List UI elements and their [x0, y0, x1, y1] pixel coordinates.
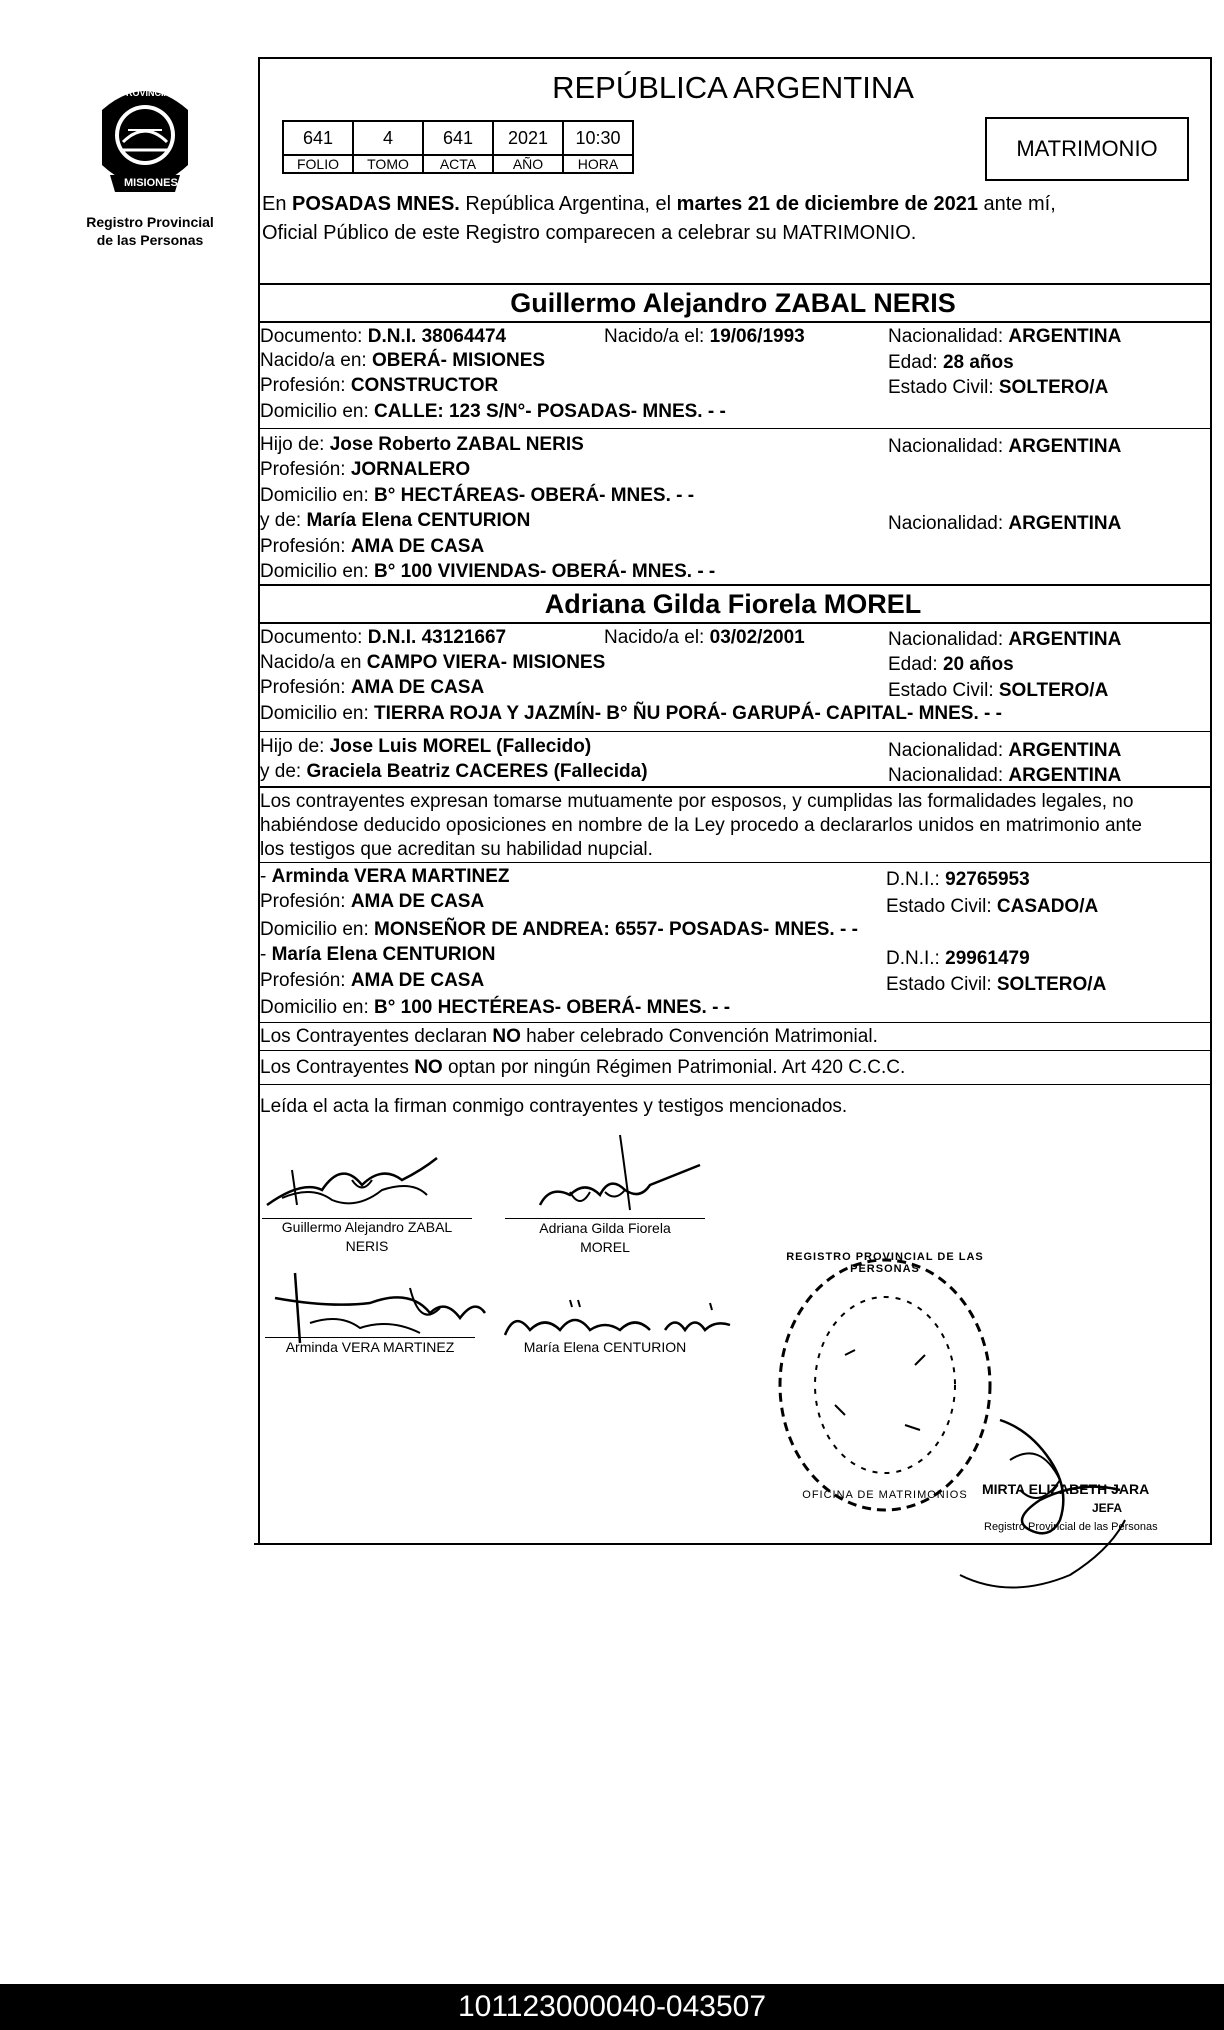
witness1-signature-icon	[270, 1268, 490, 1348]
tomo-label: TOMO	[353, 155, 423, 173]
bride-father: Hijo de: Jose Luis MOREL (Fallecido)	[260, 736, 592, 757]
seal-outer-text: REGISTRO PROVINCIAL DE LAS PERSONAS	[786, 1251, 984, 1275]
hour-label: HORA	[563, 155, 633, 173]
convention-line-2: Los Contrayentes NO optan por ningún Régimen Patrimonial. Art 420 C.C.C.	[260, 1057, 906, 1078]
groom-nationality: Nacionalidad: ARGENTINA	[888, 326, 1122, 347]
bride-name: Adriana Gilda Fiorela MOREL	[544, 589, 922, 619]
official-signature-icon	[950, 1400, 1210, 1600]
seal-inner-text: OFICINA DE MATRIMONIOS	[802, 1489, 968, 1501]
groom-birthplace: Nacido/a en: OBERÁ- MISIONES	[260, 350, 546, 371]
bride-signature-label-1: Adriana Gilda Fiorela	[539, 1220, 671, 1236]
bride-document: Documento: D.N.I. 43121667	[260, 627, 507, 648]
logo-caption-2: de las Personas	[96, 232, 204, 248]
year-value: 2021	[493, 121, 563, 155]
closing-text: Leída el acta la firman conmigo contrayentes y testigos mencionados.	[260, 1096, 848, 1117]
official-role: JEFA	[1092, 1501, 1123, 1515]
witness1-signature-label: Arminda VERA MARTINEZ	[285, 1339, 455, 1355]
declaration-line-3: los testigos que acreditan su habilidad nupcial.	[260, 839, 653, 860]
witness2-profession: Profesión: AMA DE CASA	[260, 970, 485, 991]
bride-father-nationality: Nacionalidad: ARGENTINA	[888, 740, 1122, 761]
acta-label: ACTA	[423, 155, 493, 173]
witness1-dni: D.N.I.: 92765953	[886, 869, 1030, 890]
groom-civil-status: Estado Civil: SOLTERO/A	[888, 377, 1109, 398]
acta-value: 641	[423, 121, 493, 155]
groom-father-profession: Profesión: JORNALERO	[260, 459, 471, 480]
groom-father: Hijo de: Jose Roberto ZABAL NERIS	[260, 434, 584, 455]
convention-line-1: Los Contrayentes declaran NO haber celebrado Convención Matrimonial.	[260, 1026, 878, 1047]
groom-document: Documento: D.N.I. 38064474	[260, 326, 507, 347]
groom-address: Domicilio en: CALLE: 123 S/N°- POSADAS- MNES. - -	[260, 401, 726, 422]
groom-signature-label-2: NERIS	[345, 1238, 389, 1254]
bride-profession: Profesión: AMA DE CASA	[260, 677, 485, 698]
groom-age: Edad: 28 años	[888, 352, 1014, 373]
folio-label: FOLIO	[283, 155, 353, 173]
groom-name: Guillermo Alejandro ZABAL NERIS	[510, 288, 956, 318]
groom-mother-nationality: Nacionalidad: ARGENTINA	[888, 513, 1122, 534]
registry-logo	[90, 80, 200, 210]
document-code: 101123000040-043507	[0, 1984, 1224, 2030]
page-title: REPÚBLICA ARGENTINA	[552, 70, 914, 105]
groom-mother-address: Domicilio en: B° 100 VIVIENDAS- OBERÁ- MNES. - -	[260, 561, 716, 582]
declaration-line-2: habiéndose deducido oposiciones en nombre de la Ley procedo a declararlos unidos en matrimonio ante	[260, 815, 1142, 836]
year-label: AÑO	[493, 155, 563, 173]
witness1-civil-status: Estado Civil: CASADO/A	[886, 896, 1099, 917]
logo-bottom-text: MISIONES	[124, 177, 178, 189]
groom-birthdate: Nacido/a el: 19/06/1993	[604, 326, 805, 347]
witness1-profession: Profesión: AMA DE CASA	[260, 891, 485, 912]
declaration-line-1: Los contrayentes expresan tomarse mutuamente por esposos, y cumplidas las formalidades legales, no	[260, 791, 1134, 812]
bride-address: Domicilio en: TIERRA ROJA Y JAZMÍN- B° ÑU PORÁ- GARUPÁ- CAPITAL- MNES. - -	[260, 703, 1002, 724]
hour-value: 10:30	[563, 121, 633, 155]
bride-mother-nationality: Nacionalidad: ARGENTINA	[888, 765, 1122, 786]
bride-nationality: Nacionalidad: ARGENTINA	[888, 629, 1122, 650]
act-type-badge: MATRIMONIO	[985, 117, 1189, 181]
intro-line-1: En POSADAS MNES. República Argentina, el martes 21 de diciembre de 2021 ante mí,	[262, 193, 1056, 215]
bride-birthplace: Nacido/a en CAMPO VIERA- MISIONES	[260, 652, 606, 673]
bride-mother: y de: Graciela Beatriz CACERES (Fallecida)	[260, 761, 648, 782]
coat-of-arms-icon	[90, 80, 200, 210]
official-office: Registro Provincial de las Personas	[984, 1521, 1158, 1533]
groom-mother: y de: María Elena CENTURION	[260, 510, 531, 531]
bride-signature-icon	[530, 1130, 710, 1220]
bride-civil-status: Estado Civil: SOLTERO/A	[888, 680, 1109, 701]
witness2-name: - María Elena CENTURION	[260, 944, 496, 965]
registry-table	[282, 120, 634, 174]
official-name: MIRTA ELIZABETH JARA	[982, 1481, 1150, 1497]
witness1-name: - Arminda VERA MARTINEZ	[260, 866, 510, 887]
groom-signature-icon	[262, 1150, 442, 1220]
folio-value: 641	[283, 121, 353, 155]
intro-line-2: Oficial Público de este Registro comparecen a celebrar su MATRIMONIO.	[262, 222, 917, 244]
tomo-value: 4	[353, 121, 423, 155]
groom-signature-label-1: Guillermo Alejandro ZABAL	[281, 1219, 453, 1235]
witness2-signature-label: María Elena CENTURION	[523, 1339, 687, 1355]
groom-father-address: Domicilio en: B° HECTÁREAS- OBERÁ- MNES. - -	[260, 485, 695, 506]
witness2-civil-status: Estado Civil: SOLTERO/A	[886, 974, 1107, 995]
bride-age: Edad: 20 años	[888, 654, 1014, 675]
groom-father-nationality: Nacionalidad: ARGENTINA	[888, 436, 1122, 457]
groom-mother-profession: Profesión: AMA DE CASA	[260, 536, 485, 557]
bride-birthdate: Nacido/a el: 03/02/2001	[604, 627, 805, 648]
witness2-address: Domicilio en: B° 100 HECTÉREAS- OBERÁ- MNES. - -	[260, 997, 731, 1018]
logo-caption-1: Registro Provincial	[86, 214, 214, 230]
witness2-dni: D.N.I.: 29961479	[886, 948, 1030, 969]
witness1-address: Domicilio en: MONSEÑOR DE ANDREA: 6557- POSADAS- MNES. - -	[260, 919, 858, 940]
logo-top-text: PROVINCIA DE	[120, 88, 185, 98]
bride-signature-label-2: MOREL	[580, 1239, 630, 1255]
groom-profession: Profesión: CONSTRUCTOR	[260, 375, 499, 396]
